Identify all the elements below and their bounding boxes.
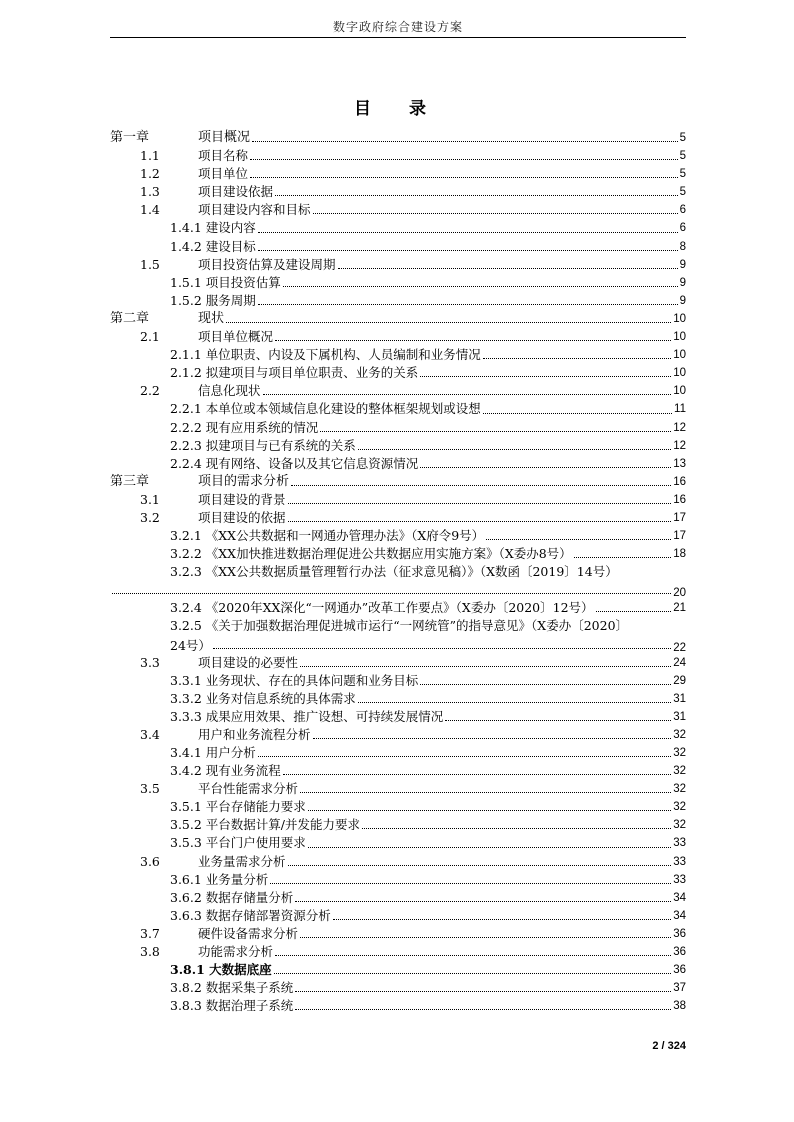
toc-section-number: 3.8 <box>140 944 160 960</box>
toc-page-number: 20 <box>673 587 686 600</box>
toc-entry-title: 2.1.1 单位职责、内设及下属机构、人员编制和业务情况 <box>170 347 481 363</box>
toc-page-number: 22 <box>673 641 686 654</box>
toc-entry-title: 1.4.2 建设目标 <box>170 238 256 254</box>
toc-page-number: 16 <box>673 493 686 506</box>
leader-dots <box>333 919 671 920</box>
leader-dots <box>283 774 671 775</box>
leader-dots <box>250 159 678 160</box>
toc-entry[interactable] <box>110 310 686 328</box>
toc-section-number: 3.1 <box>140 491 160 507</box>
leader-dots <box>483 358 671 359</box>
toc-section-number: 1.4 <box>140 202 160 218</box>
toc-section-number: 3.5 <box>140 781 160 797</box>
leader-dots <box>308 847 671 848</box>
toc-entry-title: 项目建设依据 <box>198 184 274 200</box>
leader-dots <box>295 991 671 992</box>
toc-entry-title: 项目投资估算及建设周期 <box>198 256 336 272</box>
toc-page-number: 38 <box>673 1000 686 1013</box>
toc-entry[interactable] <box>110 834 686 852</box>
toc-page-number: 17 <box>673 511 686 524</box>
toc-entry-title: 3.6.2 数据存储量分析 <box>170 889 294 905</box>
toc-entry-title: 3.4.1 用户分析 <box>170 745 256 760</box>
toc-entry[interactable] <box>110 762 686 780</box>
toc-section-number: 2.1 <box>140 329 160 345</box>
toc-page-number: 10 <box>673 385 686 398</box>
leader-dots <box>258 232 678 233</box>
toc-page-number: 11 <box>674 403 686 416</box>
toc-entry-title: 2.2.1 本单位或本领域信息化建设的整体框架规划或设想 <box>170 401 481 417</box>
toc-entry[interactable] <box>110 599 686 617</box>
toc-entry[interactable] <box>110 925 686 943</box>
toc-entry-title: 2.2.3 拟建项目与已有系统的关系 <box>170 437 356 453</box>
leader-dots <box>445 720 671 721</box>
toc-entry[interactable] <box>110 816 686 834</box>
leader-dots <box>358 449 671 450</box>
table-of-contents <box>110 129 686 1015</box>
toc-page-number: 10 <box>673 312 686 325</box>
toc-page-number: 17 <box>673 530 686 543</box>
toc-entry[interactable] <box>110 219 686 237</box>
leader-dots <box>313 213 678 214</box>
leader-dots <box>263 394 672 395</box>
leader-dots <box>291 485 671 486</box>
leader-dots <box>226 322 671 323</box>
toc-page-number: 37 <box>673 982 686 995</box>
leader-dots <box>300 792 671 793</box>
toc-section-number: 3.4 <box>140 726 160 742</box>
toc-entry-title: 项目建设的必要性 <box>198 654 299 670</box>
toc-entry[interactable] <box>110 871 686 889</box>
leader-dots <box>313 738 672 739</box>
toc-entry-title: 项目名称 <box>198 148 249 164</box>
toc-page-number: 29 <box>673 674 686 687</box>
toc-entry[interactable] <box>110 473 686 491</box>
toc-page-number: 5 <box>679 150 686 163</box>
toc-entry[interactable] <box>110 238 686 256</box>
toc-entry[interactable] <box>110 527 686 545</box>
toc-entry[interactable] <box>110 744 686 762</box>
leader-dots <box>213 648 671 649</box>
toc-entry-title: 项目建设内容和目标 <box>198 202 311 218</box>
toc-entry[interactable] <box>110 437 686 455</box>
leader-dots <box>308 810 671 811</box>
toc-entry[interactable] <box>110 419 686 437</box>
leader-dots <box>483 413 672 414</box>
leader-dots <box>275 195 678 196</box>
toc-page-number: 9 <box>679 294 686 307</box>
toc-entry[interactable] <box>110 979 686 997</box>
toc-section-number: 1.5 <box>140 256 160 272</box>
toc-entry[interactable] <box>110 617 686 635</box>
toc-entry[interactable] <box>110 889 686 907</box>
toc-entry-title: 平台性能需求分析 <box>198 781 299 797</box>
toc-entry-title: 项目单位 <box>198 166 249 182</box>
leader-dots <box>112 593 671 594</box>
toc-entry-continuation <box>110 636 686 654</box>
leader-dots <box>574 557 672 558</box>
toc-entry-title: 项目单位概况 <box>198 329 274 345</box>
toc-entry-title: 业务量需求分析 <box>198 853 286 869</box>
toc-page-number: 24 <box>673 656 686 669</box>
leader-dots <box>258 756 671 757</box>
toc-page-number: 32 <box>673 783 686 796</box>
toc-page-number: 16 <box>673 475 686 488</box>
toc-entry[interactable] <box>110 201 686 219</box>
toc-page-number: 18 <box>673 548 686 561</box>
toc-page-number: 32 <box>673 819 686 832</box>
toc-entry-title: 3.8.3 数据治理子系统 <box>170 998 294 1014</box>
toc-page-number: 5 <box>679 186 686 199</box>
toc-page-number: 36 <box>673 927 686 940</box>
toc-entry-title: 项目建设的依据 <box>198 509 286 525</box>
toc-page-number: 34 <box>673 891 686 904</box>
toc-entry[interactable] <box>110 455 686 473</box>
toc-entry[interactable] <box>110 256 686 274</box>
toc-entry[interactable] <box>110 708 686 726</box>
toc-page-number: 32 <box>673 747 686 759</box>
toc-entry-title: 3.2.3 《XX公共数据质量管理暂行办法（征求意见稿）》（X数函〔2019〕14号） <box>170 564 618 580</box>
toc-page-number: 36 <box>673 946 686 959</box>
toc-entry-title: 3.6.1 业务量分析 <box>170 871 269 887</box>
leader-dots <box>274 973 672 974</box>
toc-page-number: 6 <box>679 204 686 217</box>
toc-chapter-number: 第一章 <box>110 130 150 145</box>
toc-entry-title: 项目概况 <box>198 130 251 145</box>
toc-entry-title: 3.5.3 平台门户使用要求 <box>170 835 306 851</box>
toc-page-number: 9 <box>679 258 686 271</box>
toc-entry[interactable] <box>110 780 686 798</box>
toc-entry-title: 3.3.3 成果应用效果、推广设想、可持续发展情况 <box>170 708 444 724</box>
toc-entry-title: 硬件设备需求分析 <box>198 925 299 941</box>
toc-page-number: 8 <box>679 240 686 253</box>
leader-dots <box>258 304 678 305</box>
leader-dots <box>250 177 678 178</box>
toc-entry-title-cont: 24号） <box>170 637 211 653</box>
toc-entry-title: 3.2.2 《XX加快推进数据治理促进公共数据应用实施方案》（X委办8号） <box>170 546 572 562</box>
leader-dots <box>362 828 671 829</box>
toc-entry-title: 3.8.2 数据采集子系统 <box>170 980 294 996</box>
toc-entry[interactable] <box>110 328 686 346</box>
toc-entry[interactable] <box>110 545 686 563</box>
toc-section-number: 1.3 <box>140 184 160 200</box>
page-header: 数字政府综合建设方案 <box>332 20 463 34</box>
toc-entry-title: 2.2.4 现有网络、设备以及其它信息资源情况 <box>170 455 419 471</box>
toc-entry-title: 3.6.3 数据存储部署资源分析 <box>170 907 331 923</box>
leader-dots <box>295 901 671 902</box>
leader-dots <box>288 503 672 504</box>
toc-page-number: 9 <box>679 276 686 289</box>
toc-entry[interactable] <box>110 165 686 183</box>
toc-entry-title: 1.5.2 服务周期 <box>170 292 256 308</box>
toc-entry-title: 3.4.2 现有业务流程 <box>170 763 281 779</box>
toc-entry-title: 1.5.1 项目投资估算 <box>170 274 281 290</box>
toc-page-number: 5 <box>679 168 686 181</box>
toc-entry[interactable] <box>110 292 686 310</box>
leader-dots <box>596 611 672 612</box>
toc-page-number: 5 <box>679 132 686 144</box>
toc-entry-title: 3.3.2 业务对信息系统的具体需求 <box>170 690 356 706</box>
leader-dots <box>300 666 671 667</box>
toc-entry[interactable] <box>110 943 686 961</box>
toc-entry-title: 功能需求分析 <box>198 944 274 960</box>
leader-dots <box>275 340 671 341</box>
leader-dots <box>252 141 678 142</box>
toc-entry[interactable] <box>110 690 686 708</box>
toc-entry-title: 用户和业务流程分析 <box>198 726 311 742</box>
leader-dots <box>283 286 678 287</box>
toc-page-number: 32 <box>673 765 686 778</box>
toc-entry[interactable] <box>110 346 686 364</box>
leader-dots <box>486 539 671 540</box>
toc-entry-title: 3.5.2 平台数据计算/并发能力要求 <box>170 817 360 833</box>
toc-page-number: 31 <box>673 710 686 723</box>
toc-page-number: 33 <box>673 837 686 850</box>
toc-page-number: 33 <box>673 855 686 868</box>
toc-entry[interactable] <box>110 509 686 527</box>
toc-entry[interactable] <box>110 382 686 400</box>
toc-page-number: 31 <box>673 692 686 705</box>
leader-dots <box>288 521 672 522</box>
toc-entry-title: 3.2.1 《XX公共数据和一网通办管理办法》（X府令9号） <box>170 528 485 544</box>
toc-page-number: 32 <box>673 801 686 814</box>
toc-page-number: 10 <box>673 367 686 380</box>
toc-section-number: 1.2 <box>140 166 160 182</box>
toc-entry-title: 3.8.1 大数据底座 <box>170 962 272 978</box>
leader-dots <box>295 1009 671 1010</box>
toc-page-number: 10 <box>673 331 686 344</box>
leader-dots <box>420 684 671 685</box>
toc-page-number: 12 <box>673 421 686 434</box>
toc-entry-title: 现状 <box>198 310 225 326</box>
toc-page-number: 21 <box>673 602 686 615</box>
toc-entry-title: 2.1.2 拟建项目与项目单位职责、业务的关系 <box>170 365 419 381</box>
toc-section-number: 3.7 <box>140 925 160 941</box>
toc-entry-continuation <box>110 581 686 599</box>
toc-entry[interactable] <box>110 274 686 292</box>
toc-section-number: 1.1 <box>140 148 160 164</box>
toc-page-number: 36 <box>673 964 686 977</box>
header-rule <box>110 37 686 38</box>
toc-page-number: 12 <box>673 439 686 452</box>
toc-entry[interactable] <box>110 183 686 201</box>
toc-entry[interactable] <box>110 563 686 581</box>
toc-entry-title: 项目建设的背景 <box>198 491 286 507</box>
leader-dots <box>288 865 672 866</box>
toc-page-number: 6 <box>679 222 686 235</box>
toc-entry[interactable] <box>110 997 686 1015</box>
toc-section-number: 3.2 <box>140 509 160 525</box>
toc-entry-title: 项目的需求分析 <box>198 473 290 489</box>
toc-page-number: 32 <box>673 728 686 741</box>
toc-entry[interactable] <box>110 654 686 672</box>
toc-entry-title: 3.2.5 《关于加强数据治理促进城市运行“一网统管”的指导意见》（X委办〔2020〕 <box>170 618 629 634</box>
toc-entry[interactable] <box>110 853 686 871</box>
toc-entry[interactable] <box>110 672 686 690</box>
toc-entry[interactable] <box>110 907 686 925</box>
toc-entry[interactable] <box>110 491 686 509</box>
toc-entry[interactable] <box>110 798 686 816</box>
toc-entry[interactable] <box>110 726 686 744</box>
toc-entry-title: 2.2.2 现有应用系统的情况 <box>170 419 319 435</box>
toc-entry-title: 3.2.4 《2020年XX深化“一网通办”改革工作要点》（X委办〔2020〕12号） <box>170 600 594 616</box>
leader-dots <box>270 883 671 884</box>
toc-page-number: 34 <box>673 909 686 922</box>
toc-entry-title: 3.3.1 业务现状、存在的具体问题和业务目标 <box>170 672 419 688</box>
toc-entry[interactable] <box>110 364 686 382</box>
leader-dots <box>358 702 671 703</box>
toc-entry[interactable] <box>110 961 686 979</box>
leader-dots <box>420 467 671 468</box>
toc-section-number: 3.6 <box>140 853 160 869</box>
leader-dots <box>275 955 671 956</box>
page-number: 2 / 324 <box>652 1040 686 1052</box>
toc-entry[interactable] <box>110 129 686 147</box>
toc-section-number: 2.2 <box>140 383 160 399</box>
toc-section-number: 3.3 <box>140 654 160 670</box>
leader-dots <box>258 250 678 251</box>
toc-entry[interactable] <box>110 400 686 418</box>
toc-entry-title: 1.4.1 建设内容 <box>170 220 256 236</box>
toc-title: 目 录 <box>354 99 442 119</box>
leader-dots <box>320 431 671 432</box>
toc-page-number: 10 <box>673 349 686 362</box>
toc-page-number: 13 <box>673 457 686 470</box>
toc-chapter-number: 第三章 <box>110 473 150 489</box>
toc-page-number: 33 <box>673 873 686 886</box>
leader-dots <box>420 376 671 377</box>
leader-dots <box>300 937 671 938</box>
toc-chapter-number: 第二章 <box>110 310 150 326</box>
leader-dots <box>338 268 678 269</box>
toc-entry-title: 3.5.1 平台存储能力要求 <box>170 799 306 815</box>
toc-entry[interactable] <box>110 147 686 165</box>
toc-entry-title: 信息化现状 <box>198 383 261 399</box>
